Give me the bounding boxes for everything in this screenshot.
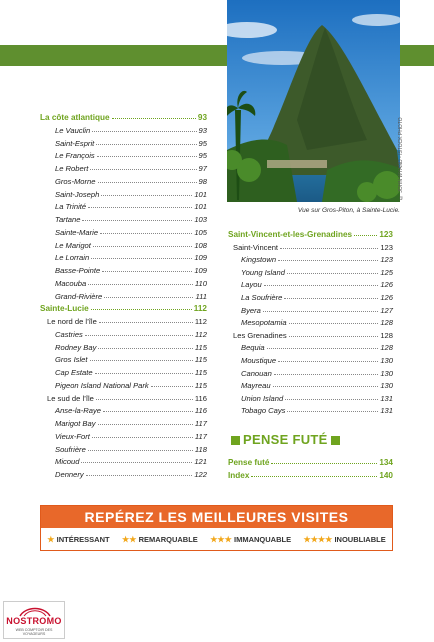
- leader-dots: [280, 248, 378, 249]
- toc-entry-label: Rodney Bay: [55, 342, 97, 352]
- toc-entry-label: Pense futé: [228, 458, 270, 467]
- toc-entry-page: 121: [194, 457, 207, 467]
- toc-entry-gros-morne[interactable]: [55, 174, 207, 186]
- leader-dots: [151, 386, 193, 387]
- rating-label: INOUBLIABLE: [334, 534, 386, 544]
- toc-entry-page: 115: [194, 355, 207, 365]
- toc-entry-kingstown[interactable]: [241, 252, 393, 264]
- logo-name: NOSTROMO: [6, 616, 62, 626]
- logo-tagline: WEB COMPTOIR DES VOYAGEURS: [15, 628, 53, 636]
- toc-entry-label: Kingstown: [241, 255, 277, 265]
- toc-entry-le-fran-ois[interactable]: [55, 148, 207, 160]
- toc-entry-label: Le Marigot: [55, 240, 91, 250]
- toc-entry-mesopotamia[interactable]: [241, 315, 393, 327]
- toc-entry-saint-esprit[interactable]: [55, 136, 207, 148]
- leader-dots: [100, 233, 192, 234]
- toc-entry-label: Bequia: [241, 343, 265, 353]
- toc-entry-la-soufri-re[interactable]: [241, 290, 393, 302]
- toc-entry-page: 109: [194, 266, 207, 275]
- toc-entry-index[interactable]: [228, 468, 393, 480]
- toc-entry-les-grenadines[interactable]: [233, 328, 393, 340]
- toc-entry-le-nord-de-l-le[interactable]: [47, 314, 207, 326]
- toc-entry-label: Micoud: [55, 457, 80, 467]
- toc-entry-byera[interactable]: [241, 303, 393, 315]
- toc-entry-young-island[interactable]: [241, 265, 393, 277]
- leader-dots: [88, 284, 193, 285]
- toc-entry-page: 101: [194, 202, 207, 212]
- toc-entry-sainte-lucie[interactable]: [40, 301, 207, 313]
- leader-dots: [271, 463, 377, 464]
- toc-entry-la-trinit[interactable]: [55, 199, 207, 211]
- toc-entry-label: Basse-Pointe: [55, 266, 101, 275]
- leader-dots: [251, 476, 377, 477]
- toc-entry-page: 131: [380, 393, 393, 403]
- rating-interessant: [47, 535, 109, 544]
- leader-dots: [92, 131, 196, 132]
- toc-entry-page: 123: [380, 242, 393, 252]
- toc-entry-le-robert[interactable]: [55, 161, 207, 173]
- rating-immanquable: [210, 535, 291, 544]
- green-square-icon: [231, 436, 240, 445]
- toc-entry-page: 110: [194, 278, 207, 288]
- toc-entry-page: 125: [380, 267, 393, 277]
- toc-entry-page: 101: [194, 189, 207, 199]
- toc-entry-label: Moustique: [241, 356, 277, 365]
- leader-dots: [82, 220, 192, 221]
- toc-entry-page: 117: [194, 419, 207, 428]
- toc-entry-label: Le sud de l’île: [47, 393, 94, 403]
- toc-entry-page: 127: [380, 305, 393, 315]
- toc-entry-page: 117: [194, 431, 207, 441]
- leader-dots: [90, 360, 193, 361]
- toc-entry-page: 118: [194, 444, 207, 454]
- pense-fute-heading: [228, 432, 343, 447]
- leader-dots: [102, 271, 192, 272]
- toc-entry-label: Mayreau: [241, 381, 271, 391]
- toc-entry-anse-la-raye[interactable]: [55, 403, 207, 415]
- toc-entry-union-island[interactable]: [241, 391, 393, 403]
- toc-entry-label: Young Island: [241, 267, 285, 277]
- toc-entry-page: 112: [194, 317, 207, 326]
- toc-entry-label: Saint-Joseph: [55, 189, 100, 199]
- toc-entry-gros-islet[interactable]: [55, 352, 207, 364]
- toc-entry-page: 116: [194, 406, 207, 416]
- toc-entry-pigeon-island-national-park[interactable]: [55, 378, 207, 390]
- toc-entry-page: 130: [380, 368, 393, 378]
- toc-entry-page: 130: [380, 356, 393, 365]
- leader-dots: [96, 399, 193, 400]
- rating-inoubliable: [304, 535, 386, 544]
- pense-fute-title: PENSE FUTÉ: [243, 432, 328, 447]
- toc-entry-mayreau[interactable]: [241, 378, 393, 390]
- toc-entry-micoud[interactable]: [55, 454, 207, 466]
- toc-entry-bequia[interactable]: [241, 340, 393, 352]
- toc-entry-vieux-fort[interactable]: [55, 429, 207, 441]
- leader-dots: [285, 399, 378, 400]
- toc-entry-page: 134: [379, 458, 393, 467]
- toc-entry-label: Tobago Cays: [241, 406, 286, 416]
- toc-entry-label: Layou: [241, 280, 262, 290]
- toc-entry-page: 95: [198, 151, 207, 161]
- toc-entry-label: Les Grenadines: [233, 330, 287, 340]
- rating-label: REMARQUABLE: [138, 534, 198, 544]
- toc-entry-page: 111: [195, 291, 207, 301]
- toc-entry-page: 93: [197, 113, 207, 122]
- toc-entry-label: La Trinité: [55, 202, 87, 212]
- toc-entry-page: 131: [380, 406, 393, 416]
- toc-entry-label: La côte atlantique: [40, 113, 110, 122]
- toc-entry-label: Saint-Vincent-et-les-Grenadines: [228, 230, 353, 239]
- toc-entry-label: Byera: [241, 305, 261, 315]
- toc-entry-page: 112: [194, 329, 207, 339]
- leader-dots: [88, 207, 192, 208]
- toc-entry-page: 112: [193, 304, 207, 314]
- toc-entry-soufri-re[interactable]: [55, 442, 207, 454]
- toc-entry-label: Cap Estate: [55, 368, 93, 377]
- toc-entry-page: 115: [194, 342, 207, 352]
- toc-entry-label: Soufrière: [55, 444, 86, 454]
- toc-entry-label: Gros Islet: [55, 355, 88, 365]
- toc-entry-page: 108: [194, 240, 207, 250]
- leader-dots: [90, 169, 196, 170]
- toc-entry-label: Anse-la-Raye: [55, 406, 102, 416]
- star-icon: ★: [47, 534, 57, 544]
- leader-dots: [289, 323, 379, 324]
- photo-caption: Vue sur Gros-Piton, à Sainte-Lucie.: [297, 207, 400, 214]
- toc-entry-marigot-bay[interactable]: [55, 416, 207, 428]
- header-green-band: [0, 45, 227, 66]
- toc-entry-dennery[interactable]: [55, 467, 207, 479]
- toc-entry-label: Union Island: [241, 393, 284, 403]
- toc-entry-label: Mesopotamia: [241, 318, 287, 328]
- leader-dots: [264, 285, 379, 286]
- toc-entry-label: Le nord de l’île: [47, 317, 97, 326]
- toc-entry-page: 128: [380, 343, 393, 353]
- star-icon: ★★★: [210, 534, 234, 544]
- leader-dots: [287, 273, 378, 274]
- toc-entry-page: 115: [194, 380, 207, 390]
- toc-entry-page: 122: [194, 470, 207, 479]
- toc-entry-label: Le Robert: [55, 164, 89, 173]
- leader-dots: [95, 373, 193, 374]
- leader-dots: [98, 182, 197, 183]
- toc-entry-page: 115: [194, 368, 207, 377]
- leader-dots: [91, 258, 192, 259]
- toc-entry-label: Sainte-Lucie: [40, 304, 89, 314]
- toc-entry-grand-rivi-re[interactable]: [55, 289, 207, 301]
- leader-dots: [284, 298, 378, 299]
- leader-dots: [103, 411, 193, 412]
- ratings-banner: [40, 505, 393, 551]
- leader-dots: [112, 118, 196, 119]
- toc-entry-moustique[interactable]: [241, 353, 393, 365]
- leader-dots: [96, 144, 196, 145]
- rating-label: IMMANQUABLE: [234, 534, 292, 544]
- toc-entry-page: 128: [380, 318, 393, 328]
- toc-entry-cap-estate[interactable]: [55, 365, 207, 377]
- toc-entry-canouan[interactable]: [241, 366, 393, 378]
- toc-entry-page: 95: [198, 138, 207, 148]
- gros-piton-photo: [227, 0, 400, 202]
- toc-entry-sainte-marie[interactable]: [55, 225, 207, 237]
- leader-dots: [267, 348, 379, 349]
- toc-entry-label: Macouba: [55, 278, 87, 288]
- toc-entry-basse-pointe[interactable]: [55, 263, 207, 275]
- toc-entry-castries[interactable]: [55, 327, 207, 339]
- leader-dots: [98, 348, 193, 349]
- toc-entry-label: Saint-Vincent: [233, 242, 279, 252]
- toc-entry-label: Canouan: [241, 368, 272, 378]
- leader-dots: [86, 475, 193, 476]
- toc-entry-le-lorrain[interactable]: [55, 250, 207, 262]
- leader-dots: [85, 335, 193, 336]
- toc-entry-label: Tartane: [55, 215, 81, 224]
- toc-entry-label: La Soufrière: [241, 293, 283, 302]
- toc-entry-pense-fut[interactable]: [228, 455, 393, 467]
- leader-dots: [287, 411, 378, 412]
- toc-entry-page: 123: [379, 230, 393, 239]
- toc-entry-le-sud-de-l-le[interactable]: [47, 391, 207, 403]
- toc-entry-label: Saint-Esprit: [55, 138, 95, 148]
- toc-entry-label: Le François: [55, 151, 95, 161]
- leader-dots: [98, 424, 193, 425]
- toc-entry-page: 130: [380, 381, 393, 391]
- toc-entry-saint-joseph[interactable]: [55, 187, 207, 199]
- toc-entry-page: 116: [194, 393, 207, 403]
- toc-entry-label: Dennery: [55, 470, 84, 479]
- photo-credit: © JOHN WYAND - ISTOCK PHOTO: [398, 117, 404, 200]
- leader-dots: [99, 322, 193, 323]
- toc-entry-le-marigot[interactable]: [55, 238, 207, 250]
- rating-label: INTÉRESSANT: [56, 534, 110, 544]
- leader-dots: [263, 311, 378, 312]
- leader-dots: [101, 195, 192, 196]
- leader-dots: [88, 450, 193, 451]
- banner-title: REPÉREZ LES MEILLEURES VISITES: [41, 506, 392, 528]
- leader-dots: [273, 386, 379, 387]
- toc-entry-page: 103: [194, 215, 207, 224]
- leader-dots: [354, 235, 377, 236]
- toc-entry-label: Gros-Morne: [55, 176, 96, 186]
- toc-entry-label: Le Vauclin: [55, 125, 91, 135]
- leader-dots: [93, 246, 192, 247]
- toc-entry-label: Sainte-Marie: [55, 227, 99, 237]
- leader-dots: [278, 361, 378, 362]
- toc-entry-page: 97: [198, 164, 207, 173]
- toc-entry-saint-vincent-et-les-grenadines[interactable]: [228, 227, 393, 239]
- toc-entry-layou[interactable]: [241, 277, 393, 289]
- toc-entry-la-c-te-atlantique[interactable]: [40, 110, 207, 122]
- leader-dots: [104, 297, 193, 298]
- rating-remarquable: [122, 535, 198, 544]
- toc-entry-macouba[interactable]: [55, 276, 207, 288]
- toc-entry-rodney-bay[interactable]: [55, 340, 207, 352]
- nostromo-logo: [3, 601, 65, 639]
- toc-entry-label: Le Lorrain: [55, 253, 90, 263]
- star-icon: ★★: [122, 534, 139, 544]
- toc-entry-le-vauclin[interactable]: [55, 123, 207, 135]
- leader-dots: [289, 336, 379, 337]
- toc-entry-label: Grand-Rivière: [55, 291, 103, 301]
- toc-entry-label: Marigot Bay: [55, 419, 96, 428]
- toc-entry-saint-vincent[interactable]: [233, 240, 393, 252]
- toc-entry-label: Pigeon Island National Park: [55, 380, 149, 390]
- leader-dots: [92, 437, 193, 438]
- toc-entry-page: 140: [379, 471, 393, 480]
- toc-entry-page: 126: [380, 280, 393, 290]
- toc-entry-tobago-cays[interactable]: [241, 403, 393, 415]
- leader-dots: [97, 156, 197, 157]
- toc-entry-page: 93: [198, 125, 207, 135]
- leader-dots: [81, 462, 192, 463]
- toc-entry-page: 126: [380, 293, 393, 302]
- leader-dots: [278, 260, 378, 261]
- ratings-legend: [41, 530, 392, 548]
- toc-entry-label: Vieux-Fort: [55, 431, 90, 441]
- toc-entry-page: 105: [194, 227, 207, 237]
- leader-dots: [274, 374, 379, 375]
- toc-entry-page: 98: [198, 176, 207, 186]
- toc-entry-page: 109: [194, 253, 207, 263]
- header-green-band-right: [400, 45, 434, 66]
- star-icon: ★★★★: [303, 534, 335, 544]
- toc-entry-tartane[interactable]: [55, 212, 207, 224]
- leader-dots: [91, 309, 192, 310]
- toc-entry-page: 128: [380, 330, 393, 340]
- toc-entry-page: 123: [380, 255, 393, 265]
- green-square-icon: [331, 436, 340, 445]
- toc-entry-label: Castries: [55, 329, 83, 339]
- toc-entry-label: Index: [228, 471, 250, 480]
